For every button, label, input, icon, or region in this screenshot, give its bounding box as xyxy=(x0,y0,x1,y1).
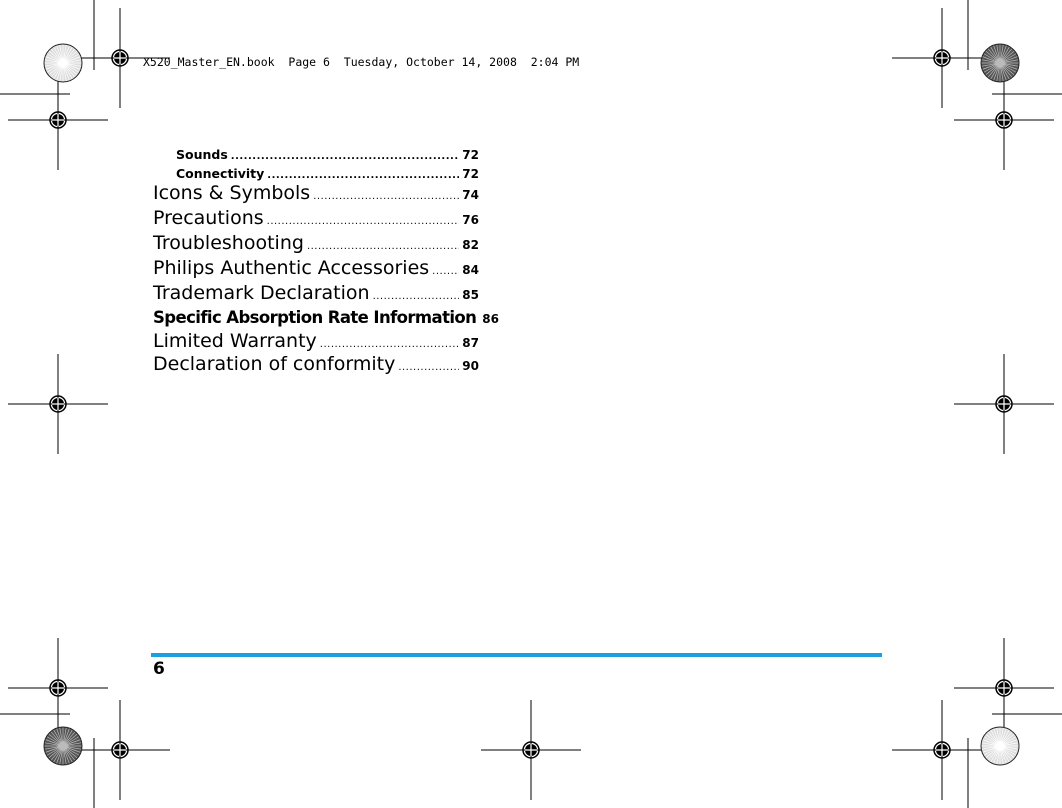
toc-leader-dots xyxy=(432,266,459,277)
toc-entry-sounds[interactable] xyxy=(176,147,479,162)
toc-entry-title: Troubleshooting xyxy=(153,232,304,254)
toc-leader-dots xyxy=(267,216,460,227)
toc-entry-title: Limited Warranty xyxy=(153,330,317,352)
toc-entry-icons-symbols[interactable] xyxy=(153,182,479,204)
toc-entry-page: 72 xyxy=(462,167,479,181)
toc-entry-title: Declaration of conformity xyxy=(153,353,396,375)
toc-entry-declaration-of-conformity[interactable] xyxy=(153,353,479,375)
toc-entry-page: 85 xyxy=(462,288,479,302)
toc-entry-title: Precautions xyxy=(153,207,264,229)
toc-entry-title: Specific Absorption Rate Information xyxy=(153,308,477,327)
toc-entry-trademark[interactable] xyxy=(153,282,479,304)
toc-entry-sar-information[interactable] xyxy=(153,308,499,327)
toc-entry-page: 87 xyxy=(462,336,479,350)
toc-entry-title: Icons & Symbols xyxy=(153,182,311,204)
toc-leader-dots xyxy=(307,241,459,252)
toc-entry-page: 76 xyxy=(462,213,479,227)
toc-entry-connectivity[interactable] xyxy=(176,166,479,181)
footer-rule xyxy=(151,653,882,657)
toc-leader-dots xyxy=(231,151,460,162)
toc-leader-dots xyxy=(320,339,460,350)
toc-leader-dots xyxy=(267,170,459,181)
page-number: 6 xyxy=(153,659,165,679)
toc-entry-page: 74 xyxy=(462,188,479,202)
toc-entry-page: 86 xyxy=(482,312,499,326)
toc-entry-page: 72 xyxy=(462,148,479,162)
toc-entry-title: Philips Authentic Accessories xyxy=(153,257,430,279)
toc-entry-page: 84 xyxy=(462,263,479,277)
toc-entry-title: Trademark Declaration xyxy=(153,282,370,304)
toc-entry-page: 82 xyxy=(462,238,479,252)
toc-entry-accessories[interactable] xyxy=(153,257,479,279)
toc-entry-troubleshooting[interactable] xyxy=(153,232,479,254)
toc-leader-dots xyxy=(313,191,459,202)
toc-leader-dots xyxy=(373,291,460,302)
print-job-stamp: X520_Master_EN.book Page 6 Tuesday, October 14, 2008 2:04 PM xyxy=(143,55,580,69)
toc-entry-title: Connectivity xyxy=(176,166,265,181)
toc-entry-limited-warranty[interactable] xyxy=(153,330,479,352)
toc-entry-page: 90 xyxy=(462,359,479,373)
toc-entry-title: Sounds xyxy=(176,147,228,162)
toc-leader-dots xyxy=(398,362,459,373)
toc-entry-precautions[interactable] xyxy=(153,207,479,229)
